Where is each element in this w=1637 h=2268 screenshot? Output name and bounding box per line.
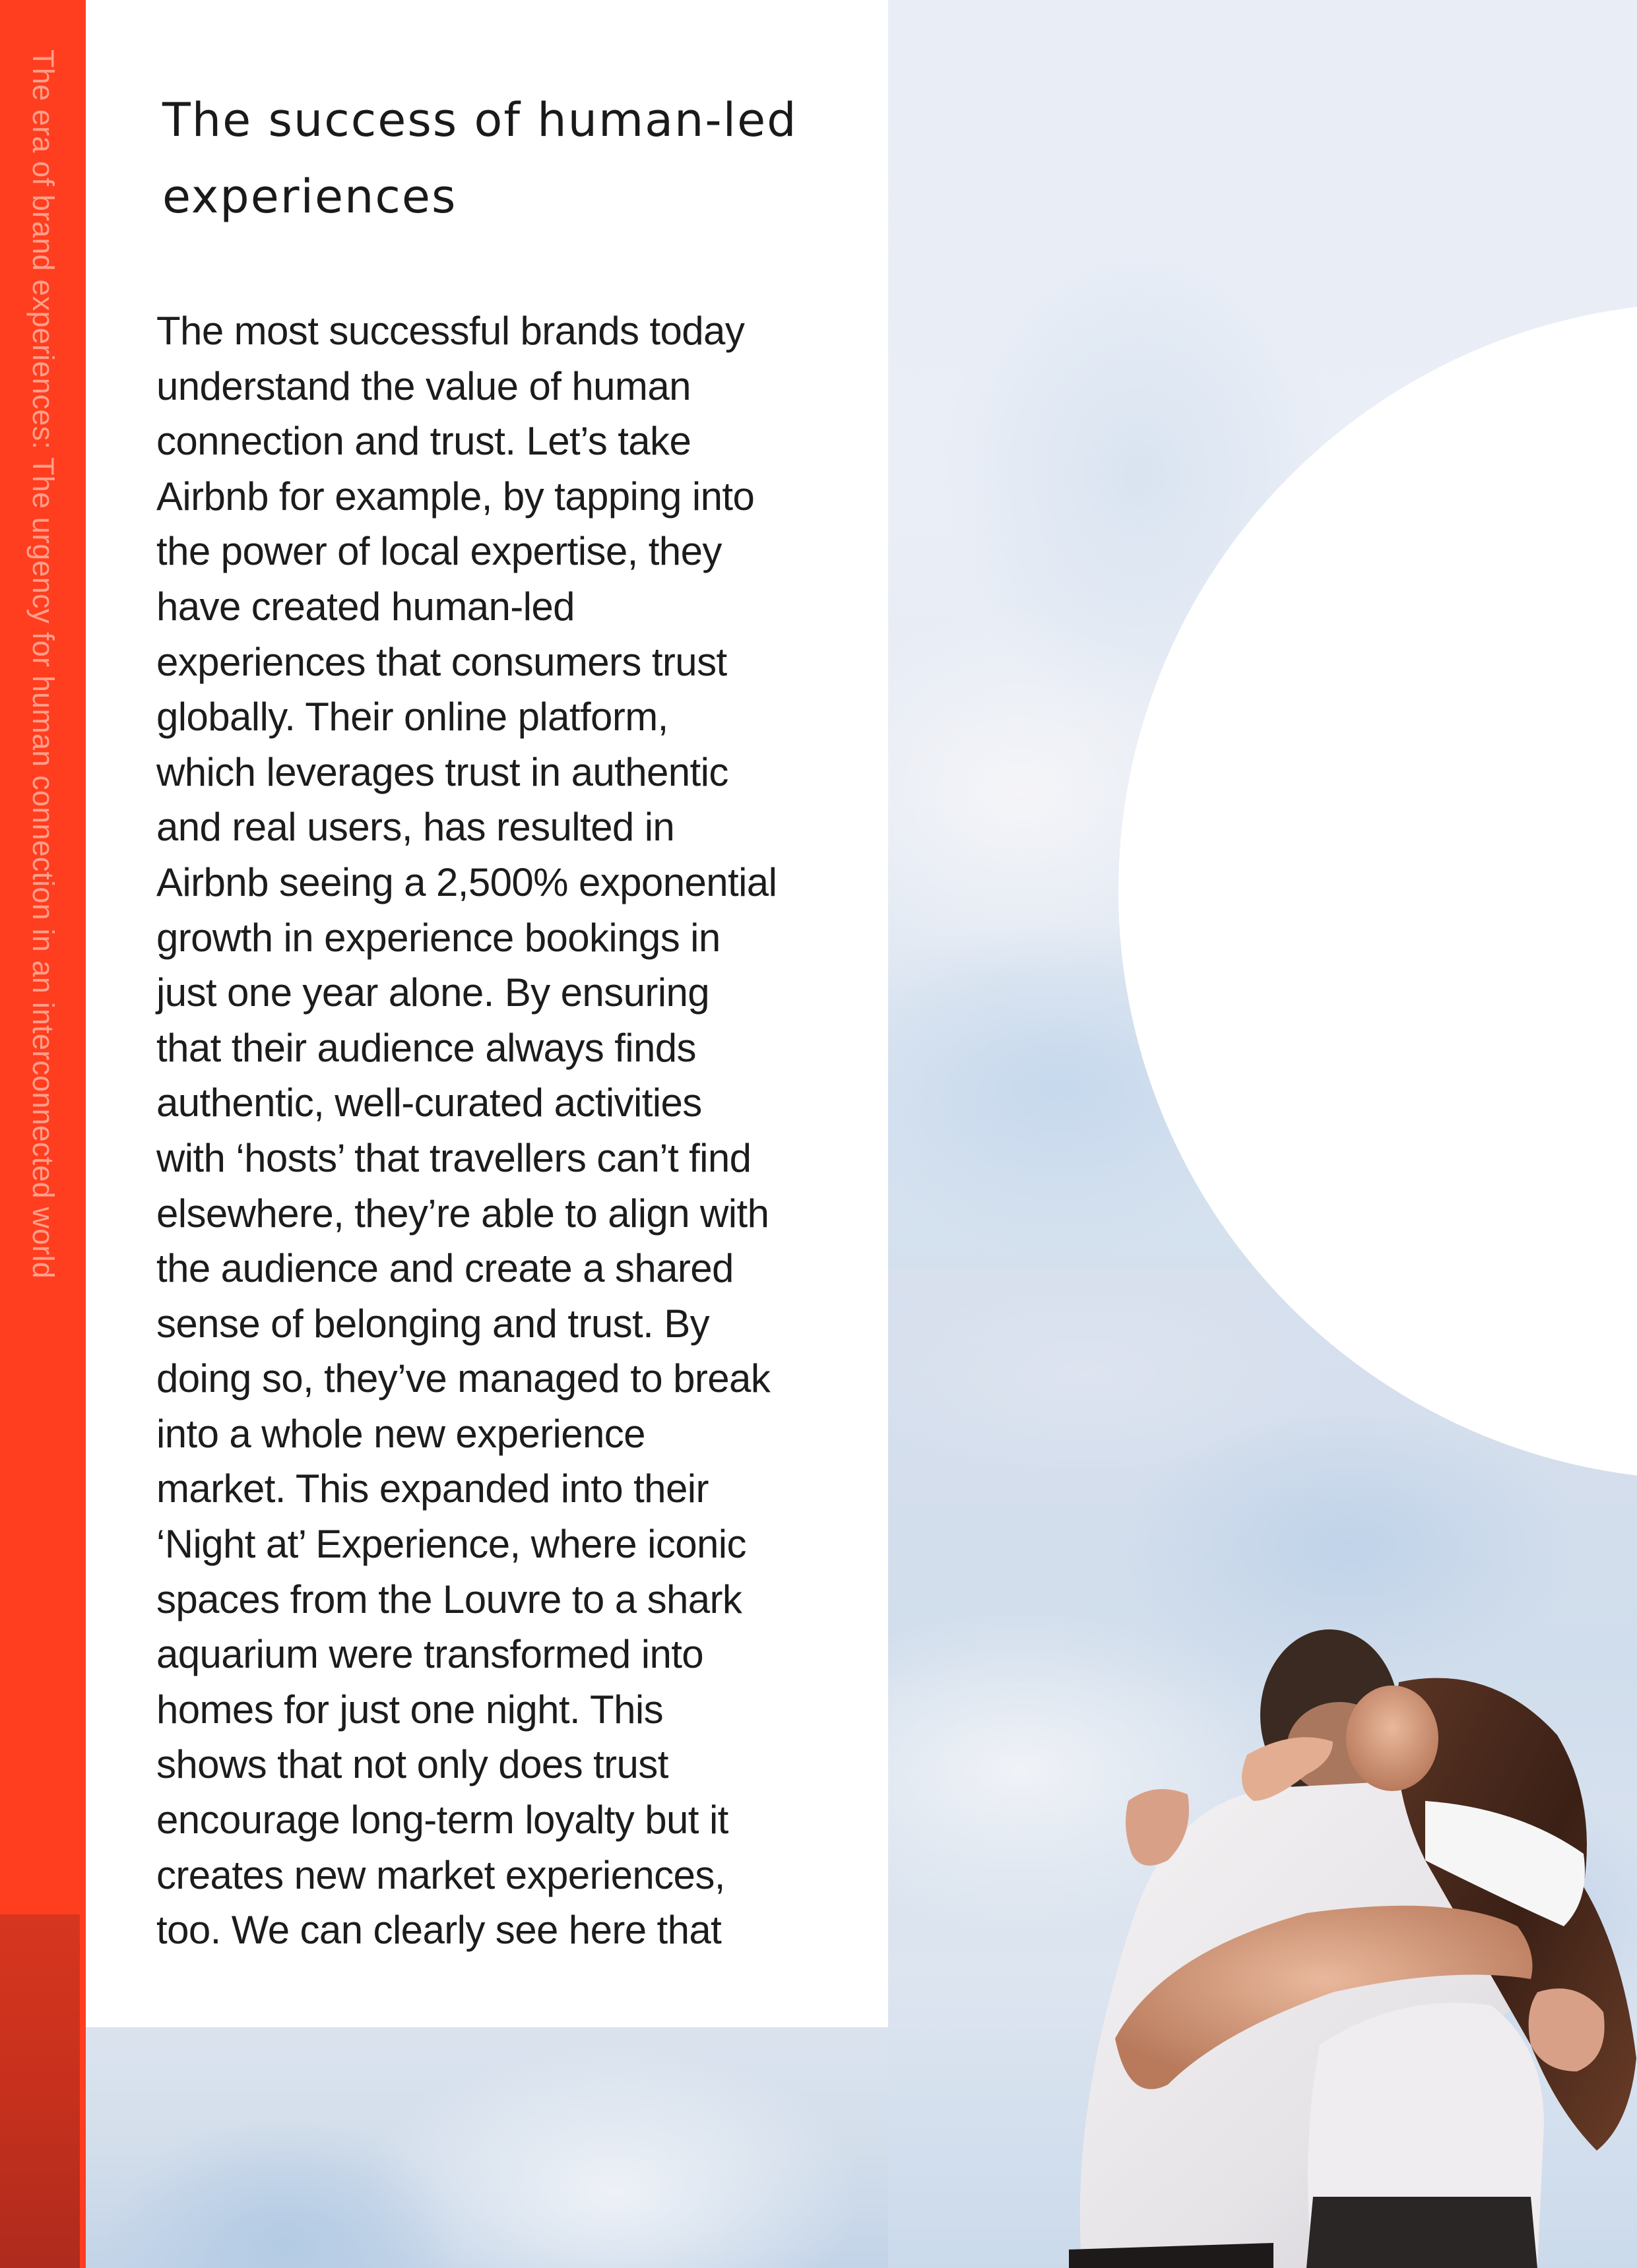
body-line: which leverages trust in authentic bbox=[156, 749, 728, 794]
body-line: growth in experience bookings in bbox=[156, 915, 721, 960]
body-line: elsewhere, they’re able to align with bbox=[156, 1191, 769, 1236]
body-line: too. We can clearly see here that bbox=[156, 1908, 722, 1953]
couple-hugging-illustration bbox=[1056, 1583, 1637, 2268]
body-line: that their audience always finds bbox=[156, 1025, 696, 1070]
article-heading bbox=[162, 82, 888, 235]
sidebar-vertical-title: The era of brand experiences: The urgency for human connection in an interconnected world bbox=[26, 49, 60, 1279]
body-line: understand the value of human bbox=[156, 363, 691, 408]
body-line: with ‘hosts’ that travellers can’t find bbox=[156, 1135, 752, 1180]
body-line: homes for just one night. This bbox=[156, 1687, 663, 1732]
article-panel bbox=[86, 0, 888, 2027]
sky-background-bottom-left bbox=[86, 2027, 888, 2268]
body-line: authentic, well-curated activities bbox=[156, 1081, 702, 1125]
body-line: sense of belonging and trust. By bbox=[156, 1301, 710, 1346]
heading-line: The success of human-led bbox=[162, 93, 798, 147]
body-line: and real users, has resulted in bbox=[156, 805, 675, 850]
body-line: The most successful brands today bbox=[156, 309, 745, 353]
body-line: market. This expanded into their bbox=[156, 1466, 709, 1511]
body-line: connection and trust. Let’s take bbox=[156, 419, 691, 464]
body-line: creates new market experiences, bbox=[156, 1852, 725, 1897]
body-line: experiences that consumers trust bbox=[156, 639, 727, 684]
body-line: just one year alone. By ensuring bbox=[156, 970, 709, 1015]
body-line: into a whole new experience bbox=[156, 1411, 645, 1456]
couple-hugging-photo bbox=[1056, 1583, 1637, 2268]
body-line: Airbnb for example, by tapping into bbox=[156, 474, 755, 519]
article-body bbox=[156, 303, 856, 1958]
body-line: spaces from the Louvre to a shark bbox=[156, 1577, 742, 1622]
body-line: shows that not only does trust bbox=[156, 1742, 668, 1787]
body-line: have created human-led bbox=[156, 584, 575, 629]
body-line: aquarium were transformed into bbox=[156, 1632, 704, 1677]
body-line: globally. Their online platform, bbox=[156, 695, 668, 740]
sidebar-accent-strip-dark bbox=[0, 1914, 80, 2268]
body-line: the power of local expertise, they bbox=[156, 529, 722, 574]
body-line: doing so, they’ve managed to break bbox=[156, 1356, 771, 1401]
body-line: Airbnb seeing a 2,500% exponential bbox=[156, 860, 777, 904]
body-line: the audience and create a shared bbox=[156, 1246, 734, 1291]
heading-line: experiences bbox=[162, 170, 457, 224]
body-line: ‘Night at’ Experience, where iconic bbox=[156, 1522, 746, 1567]
body-line: encourage long-term loyalty but it bbox=[156, 1798, 728, 1843]
